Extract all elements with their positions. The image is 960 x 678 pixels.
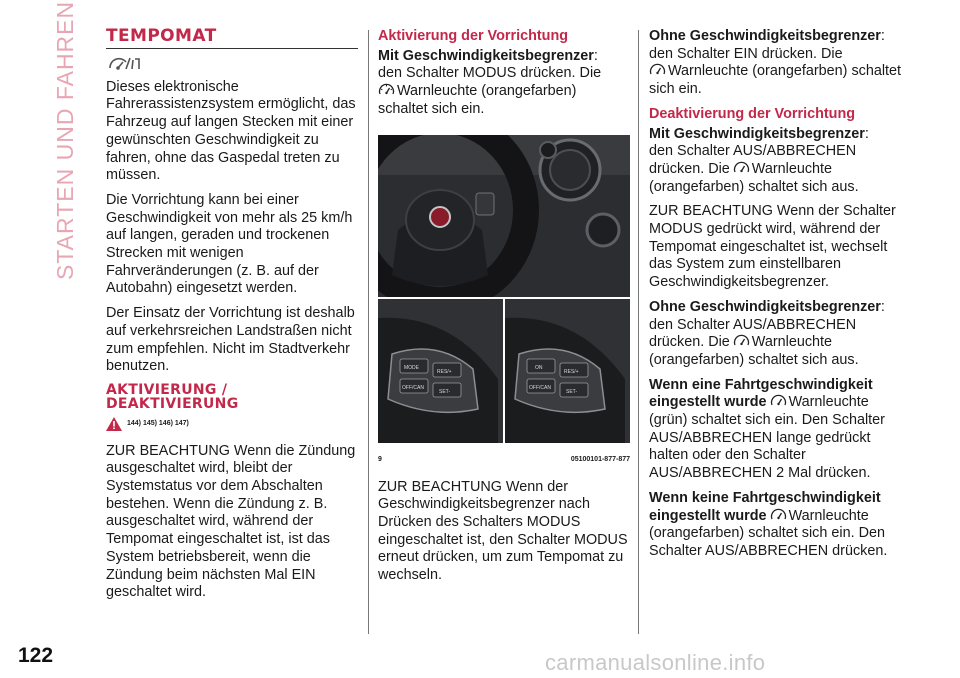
figure-number: 9 (378, 455, 382, 463)
paragraph: Der Einsatz der Vorrichtung ist deshalb auf verkehrsreichen Landstraßen nicht zum empfehlen. Nicht im Stadtverkehr benutzen. (106, 305, 355, 375)
mode-text: den Schalter AUS/ABBRECHEN drücken. Die (649, 143, 857, 177)
figure-caption (378, 451, 630, 469)
mode-with-limiter: Mit Geschwindigkeitsbegrenzer: den Schalter MODUS drücken. Die Warnleuchte (orangefarben) schaltet sich ein. (378, 47, 602, 117)
paragraph: ZUR BEACHTUNG Wenn der Geschwindigkeitsbegrenzer nach Drücken des Schalters MODUS eingeschaltet ist, den Schalter MODUS erneut drücken, um zum Tempomat zu wechseln. (378, 478, 628, 584)
off-switch-label: OFF/CAN (529, 384, 551, 391)
mode-text: den Schalter AUS/ABBRECHEN drücken. Die (649, 316, 857, 351)
cruise-warning-lamp-icon (733, 334, 750, 347)
mode-label: Mit Geschwindigkeitsbegrenzer (649, 125, 865, 142)
paragraph: Dieses elektronische Fahrerassistenzsystem ermöglicht, das Fahrzeug auf langen Stecken mit einer gewünschten Geschwindigkeit zu fahren, ohne das Gaspedal treten zu müssen. (106, 78, 356, 184)
cruise-warning-lamp-icon (733, 161, 750, 174)
cruise-warning-lamp-icon (649, 63, 666, 76)
paragraph: Die Vorrichtung kann bei einer Geschwindigkeit von mehr als 25 km/h auf langen, geraden und trockenen Strecken mit wenigen Fahrveränderungen (z. B. auf der Autobahn) eingesetzt werden. (106, 191, 353, 297)
section-title: STARTEN UND FAHREN (52, 0, 78, 280)
mode-text: Warnleuchte (orangefarben) schaltet sich ein. (378, 83, 577, 117)
switch-detail-left (378, 299, 503, 443)
mode-text: Warnleuchte (orangefarben) schaltet sich ein. Den Schalter AUS/ABBRECHEN drücken. (649, 507, 888, 559)
mode-label: Ohne Geschwindigkeitsbegrenzer (649, 298, 881, 315)
mode-text: Warnleuchte (orangefarben) schaltet sich aus. (649, 334, 859, 368)
column-divider (368, 30, 369, 634)
res-switch-label: RES/+ (437, 368, 452, 375)
set-switch-label: SET- (566, 388, 578, 395)
watermark: carmanualsonline.info (545, 650, 766, 675)
speed-set-case (649, 377, 905, 483)
steering-wheel-illustration (378, 135, 630, 297)
cruise-warning-lamp-icon (770, 394, 787, 407)
res-switch-label: RES/+ (564, 368, 579, 375)
figure-steering-wheel (378, 135, 630, 469)
sub-heading-line-1: AKTIVIERUNG / (106, 381, 228, 398)
figure-code: 05100101-877-877 (570, 455, 630, 463)
steering-wheel-photo (378, 135, 630, 297)
mode-label: Ohne Geschwindigkeitsbegrenzer (649, 28, 881, 44)
column-1 (106, 28, 358, 609)
cruise-warning-lamp-icon (378, 83, 395, 96)
warning-triangle-icon (106, 417, 122, 431)
mode-label: Wenn keine Fahrtgeschwindigkeit eingestellt wurde (649, 489, 881, 524)
cruise-warning-lamp-icon (770, 508, 787, 521)
page-number: 122 (18, 644, 54, 667)
set-switch-label: SET- (439, 388, 451, 395)
column-2 (378, 28, 630, 592)
warning-references (106, 415, 358, 433)
mode-label: Wenn eine Fahrtgeschwindigkeit eingestellt wurde (649, 376, 873, 411)
off-switch-label: OFF/CAN (402, 384, 424, 391)
warning-refs-text: 144) 145) 146) 147) (127, 419, 189, 427)
activation-heading: Aktivierung der Vorrichtung (378, 28, 569, 44)
mode-switch-label: MODE (404, 364, 419, 371)
mode-text: den Schalter EIN drücken. Die (649, 45, 843, 62)
speed-not-set-case (649, 490, 905, 561)
mode-text: Warnleuchte (orangefarben) schaltet sich aus. (649, 160, 859, 195)
mode-label: Mit Geschwindigkeitsbegrenzer (378, 47, 594, 64)
mode-text: Warnleuchte (orangefarben) schaltet sich ein. (649, 63, 902, 98)
column-divider (638, 30, 639, 634)
mode-text: Warnleuchte (grün) schaltet sich ein. Den Schalter AUS/ABBRECHEN lange gedrückt halten oder den Schalter AUS/ABBRECHEN 2 Mal drücken. (649, 394, 885, 482)
sub-heading (106, 383, 358, 411)
cruise-control-icon (106, 53, 140, 73)
mode-text: den Schalter MODUS drücken. Die (378, 65, 602, 82)
sub-heading-line-2: DEAKTIVIERUNG (106, 395, 239, 412)
paragraph: ZUR BEACHTUNG Wenn die Zündung ausgeschaltet wird, bleibt der Systemstatus vor dem Abschalten bestehen. Wenn die Zündung z. B. ausgeschaltet wird, während der Tempomat eingeschaltet ist, ist das System betriebsbereit, wenn die Zündung beim nächsten Mal EIN geschaltet wird. (106, 442, 356, 601)
mode-without-limiter: Ohne Geschwindigkeitsbegrenzer: den Schalter EIN drücken. Die Warnleuchte (orangefarben) schaltet sich ein. (649, 28, 902, 98)
deactivation-heading: Deaktivierung der Vorrichtung (649, 105, 856, 122)
deactivation-with-limiter: Mit Geschwindigkeitsbegrenzer: den Schalter AUS/ABBRECHEN drücken. Die Warnleuchte (orangefarben) schaltet sich aus. (649, 125, 869, 195)
on-switch-label: ON (535, 364, 543, 371)
page-heading: TEMPOMAT (106, 28, 358, 49)
switch-detail-right (505, 299, 630, 443)
deactivation-without-limiter: Ohne Geschwindigkeitsbegrenzer: den Schalter AUS/ABBRECHEN drücken. Die Warnleuchte (orangefarben) schaltet sich aus. (649, 298, 885, 368)
paragraph: ZUR BEACHTUNG Wenn der Schalter MODUS gedrückt wird, während der Tempomat eingeschaltet ist, wechselt das System zum einstellbaren Geschwindigkeitsbegrenzer. (649, 203, 896, 291)
column-3 (649, 28, 905, 568)
